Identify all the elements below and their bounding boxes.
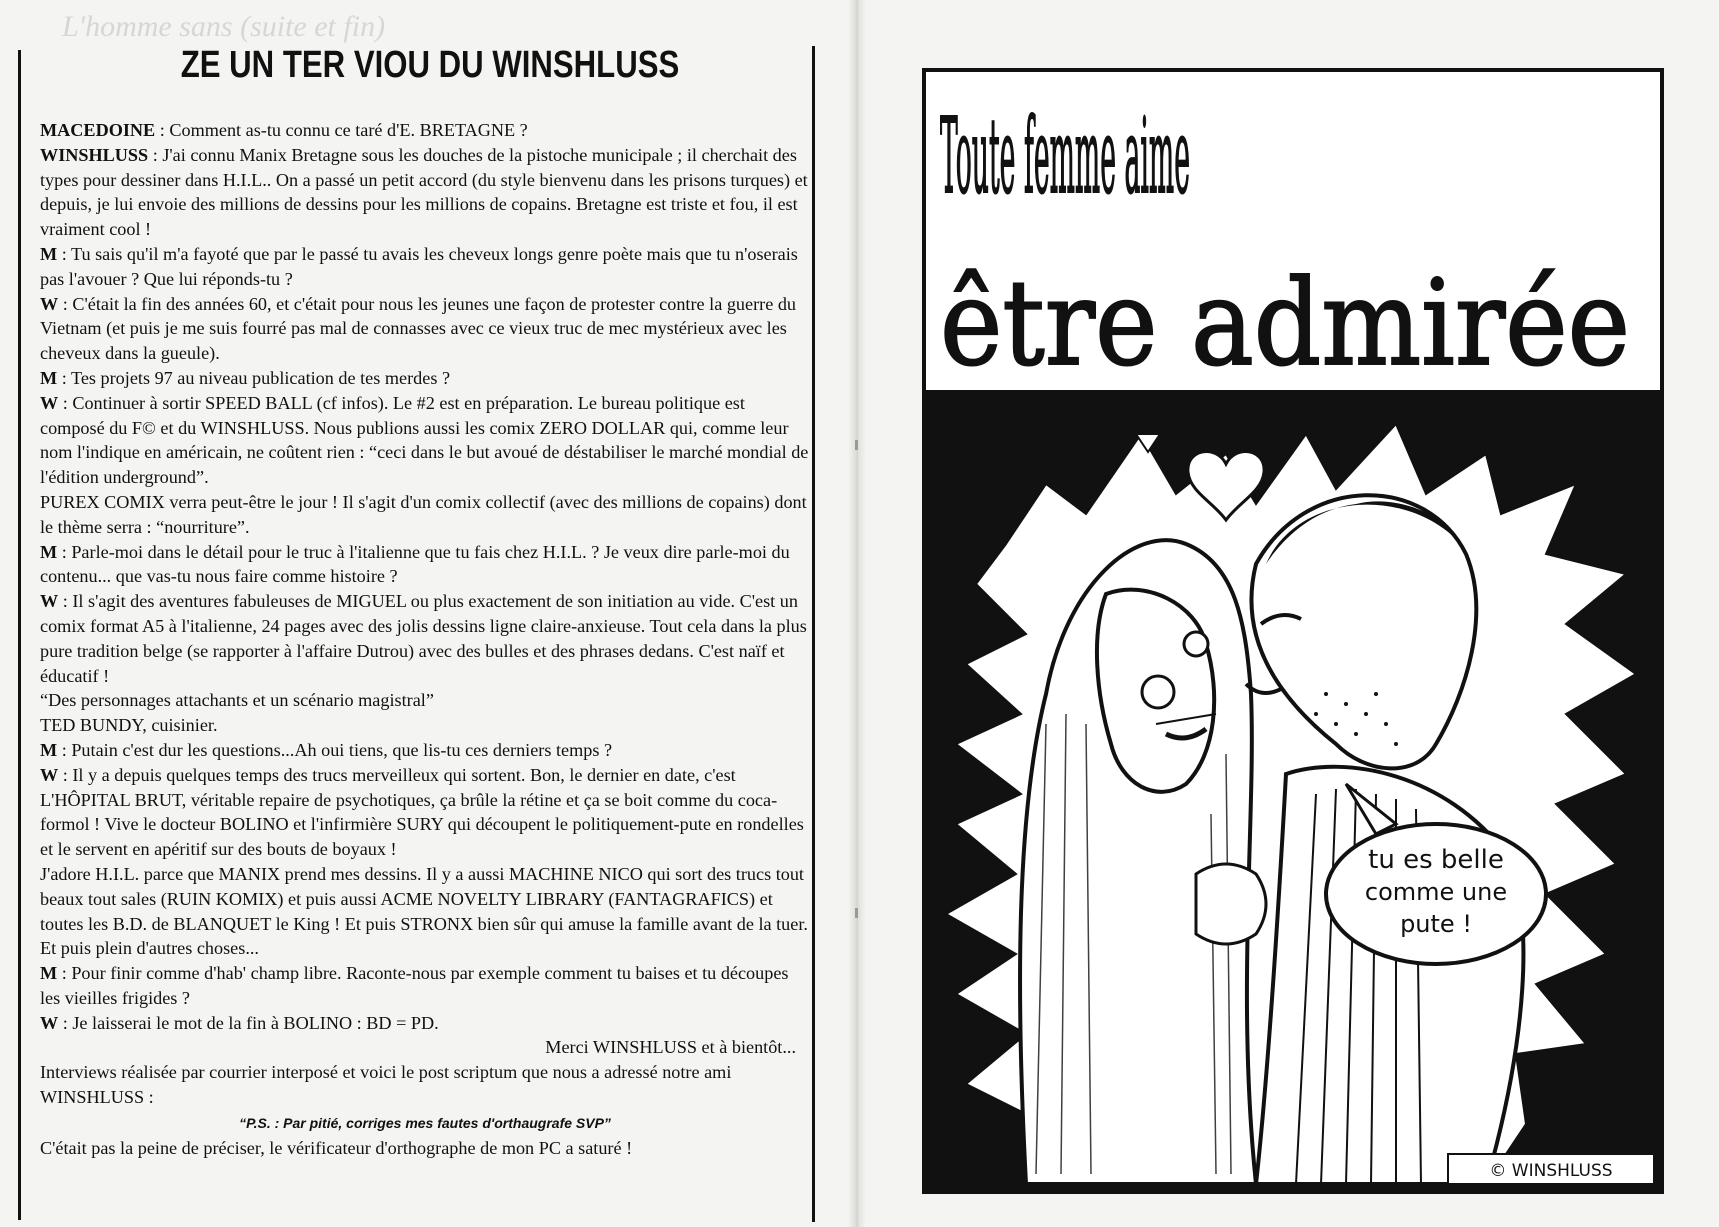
speaker-label: MACEDOINE	[40, 120, 156, 140]
speech-line-1: tu es belle	[1368, 845, 1504, 875]
speaker-label: M	[40, 739, 58, 760]
speech-line-3: pute !	[1400, 910, 1472, 938]
speaker-text: : Il s'agit des aventures fabuleuses de MIGUEL ou plus exactement de son initiation au vide. C'est un comix format A5 à l'italienne, 24 pages avec des jolis dessins ligne claire-anxieuse. Tout cela dans la plus pure tradition belge (se rapporter à l'affaire Dutrou) avec des bulles et des phrases dedans. C'est naïf et éducatif !	[40, 591, 807, 686]
interview-paragraph	[40, 763, 810, 862]
faded-show-through-header: L'homme sans (suite et fin)	[62, 10, 386, 43]
speaker-label: W	[40, 1012, 59, 1033]
speaker-text: : C'était la fin des années 60, et c'était pour nous les jeunes une façon de protester contre la guerre du Vietnam (et puis je me suis fourré pas mal de connasses avec ce vieux truc de mec mystérieux avec les cheveux dans la gueule).	[40, 293, 797, 364]
interview-paragraph	[40, 738, 810, 763]
thanks-line: Merci WINSHLUSS et à bientôt...	[545, 1037, 796, 1058]
speaker-text: : Il y a depuis quelques temps des trucs merveilleux qui sortent. Bon, le dernier en date, c'est L'HÔPITAL BRUT, véritable repaire de psychotiques, ça brûle la rétine et ça se boit comme du coca-formol ! Vive le docteur BOLINO et l'infirmière SURY qui découpent le politiquement-pute en rondelles et le servent en apéritif sur des bouts de boyaux !	[40, 764, 804, 860]
interview-body	[40, 118, 810, 1161]
interview-paragraph	[40, 1011, 810, 1036]
speaker-text: : Continuer à sortir SPEED BALL (cf infos). Le #2 est en préparation. Le bureau politique est composé du F© et du WINSHLUSS. Nous publions aussi les comix ZERO DOLLAR qui, comme leur nom l'indique en américain, ne coûtent rien : “ceci dans le but avoué de déstabiliser le marché mondial de l'édition underground”.	[40, 392, 809, 488]
interview-paragraph	[40, 118, 810, 143]
title-line-two: être admirée	[940, 254, 1630, 390]
comic-title-area	[926, 72, 1660, 394]
speaker-label: WINSHLUSS	[40, 144, 149, 165]
speaker-text: J'adore H.I.L. parce que MANIX prend mes dessins. Il y a aussi MACHINE NICO qui sort des trucs tout beaux tout sales (RUIN KOMIX) et puis aussi ACME NOVELTY LIBRARY (FANTAGRAFICS) et toutes les B.D. de BLANQUET le King ! Et puis STRONX bien sûr qui amuse la famille avant de la tuer. Et puis plein d'autres choses...	[40, 863, 808, 959]
comic-title-lettering	[926, 72, 1660, 390]
interview-paragraph	[40, 688, 810, 713]
interview-paragraph	[40, 589, 810, 688]
speech-line-2: comme une	[1364, 878, 1508, 906]
interview-paragraph	[40, 143, 810, 242]
speaker-text: TED BUNDY, cuisinier.	[40, 715, 218, 736]
interview-paragraph	[40, 292, 810, 366]
speaker-text: “Des personnages attachants et un scénario magistral”	[40, 690, 434, 711]
interview-paragraph	[40, 862, 810, 961]
speaker-label: W	[40, 764, 59, 785]
speaker-text: : Putain c'est dur les questions...Ah oui tiens, que lis-tu ces derniers temps ?	[57, 739, 613, 760]
speaker-label: M	[40, 367, 58, 388]
speaker-text: : Tu sais qu'il m'a fayoté que par le passé tu avais les cheveux longs genre poète mais que tu n'oserais pas l'avouer ? Que lui réponds-tu ?	[40, 243, 798, 289]
speaker-text: : Pour finir comme d'hab' champ libre. Raconte-nous par exemple comment tu baises et tu découpes les vieilles frigides ?	[40, 963, 789, 1008]
postscript-quote: “P.S. : Par pitié, corriges mes fautes d'orthaugrafe SVP”	[239, 1114, 611, 1131]
interview-paragraph	[40, 391, 810, 490]
staple	[855, 908, 858, 918]
page-fold	[848, 0, 866, 1227]
postscript-intro: Interviews réalisée par courrier interposé et voici le post scriptum que nous a adressé notre ami WINSHLUSS :	[40, 1062, 732, 1108]
comic-illustration	[926, 394, 1660, 1190]
speaker-text: : Je laisserai le mot de la fin à BOLINO : BD = PD.	[58, 1012, 439, 1033]
illustration-couple	[926, 394, 1660, 1190]
artist-signature: © WINSHLUSS	[1489, 1161, 1613, 1181]
speaker-text: : Parle-moi dans le détail pour le truc à l'italienne que tu fais chez H.I.L. ? Je veux dire parle-moi du contenu... que vas-tu nous faire comme histoire ?	[40, 541, 790, 587]
right-page	[866, 0, 1719, 1227]
speaker-text: : Tes projets 97 au niveau publication de tes merdes ?	[57, 367, 451, 388]
left-vertical-rule	[18, 50, 21, 1220]
interview-paragraph	[40, 540, 810, 590]
interview-paragraph	[40, 961, 810, 1011]
interview-paragraph	[40, 366, 810, 391]
right-vertical-rule	[812, 46, 815, 1222]
speaker-text: PUREX COMIX verra peut-être le jour ! Il s'agit d'un comix collectif (avec des millions de copains) dont le thème serra : “nourriture”.	[40, 491, 807, 537]
interview-paragraph	[40, 490, 810, 540]
speaker-text: : J'ai connu Manix Bretagne sous les douches de la pistoche municipale ; il cherchait des types pour dessiner dans H.I.L.. On a passé un petit accord (du style bienvenu dans les prisons turques) et depuis, je lui envoie des millions de dessins pour les millions de copains. Bretagne est triste et fou, il est vraiment cool !	[40, 144, 808, 240]
left-page	[0, 0, 850, 1227]
speaker-label: M	[40, 963, 58, 984]
speaker-label: W	[40, 293, 59, 314]
speaker-label: M	[40, 243, 58, 264]
title-word-toute: Toute femme aime	[940, 95, 1190, 217]
interview-paragraph	[40, 713, 810, 738]
speaker-label: W	[40, 591, 59, 612]
speaker-label: W	[40, 392, 59, 413]
interview-paragraph	[40, 242, 810, 292]
speaker-label: M	[40, 541, 58, 562]
speaker-text: : Comment as-tu connu ce taré d'E. BRETAGNE ?	[155, 120, 528, 140]
comic-panel	[922, 68, 1664, 1194]
staple	[855, 440, 858, 450]
interview-title: ZE UN TER VIOU DU WINSHLUSS	[180, 44, 680, 86]
closing-line: C'était pas la peine de préciser, le vérificateur d'orthographe de mon PC a saturé !	[40, 1137, 633, 1158]
